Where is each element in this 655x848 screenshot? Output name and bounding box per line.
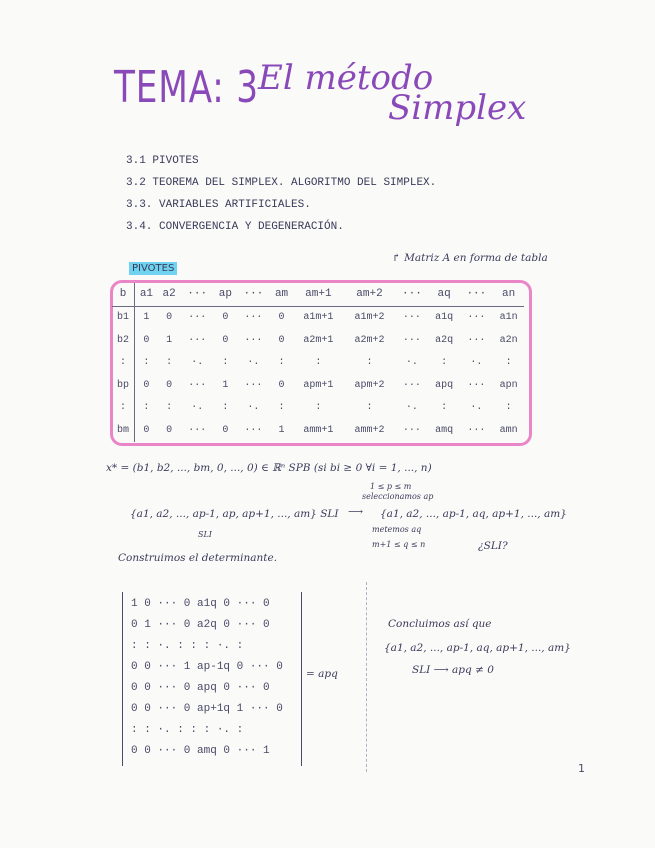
- pivot-row: [112, 306, 524, 329]
- pivot-cell: ·.: [405, 357, 418, 369]
- determinant-matrix: [122, 592, 302, 766]
- pivot-row: [112, 397, 524, 420]
- pivot-header-cell: an: [493, 283, 524, 306]
- determinant-row: 0 0 ··· 0 apq 0 ··· 0: [131, 682, 270, 694]
- pivot-cell: ·.: [470, 357, 483, 369]
- determinant-row: : : ·. : : : ·. :: [131, 640, 244, 652]
- basic-solution-line: x* = (b1, b2, ..., bm, 0, ..., 0) ∈ ℝⁿ SPB (si bi ≥ 0 ∀i = 1, ..., n): [106, 462, 432, 474]
- pivot-cell: 1: [278, 424, 285, 436]
- pivot-cell: bm: [112, 419, 135, 442]
- pivot-header-cell: ···: [395, 283, 429, 306]
- sli-label: SLI: [198, 530, 212, 539]
- pivot-cell: apm+2: [354, 379, 385, 391]
- pivot-cell: :: [366, 402, 373, 414]
- determinant-equals: = apq: [306, 668, 338, 680]
- sli-question: ¿SLI?: [478, 540, 508, 552]
- determinant-row: 0 0 ··· 1 ap-1q 0 ··· 0: [131, 661, 283, 673]
- pivot-cell: ···: [402, 379, 421, 391]
- pivot-cell: a1q: [435, 312, 454, 324]
- pivot-cell: 1: [166, 334, 173, 346]
- pivot-header-cell: ···: [180, 283, 214, 306]
- pivot-cell: apm+1: [303, 379, 334, 391]
- pivot-cell: ···: [402, 312, 421, 324]
- pivot-cell: 0: [222, 424, 229, 436]
- set-left: {a1, a2, ..., ap-1, ap, ap+1, ..., am} SLI: [130, 508, 339, 520]
- pivot-header-cell: ···: [459, 283, 493, 306]
- pivot-cell: ·.: [247, 402, 260, 414]
- pivot-row: [112, 352, 524, 375]
- q-condition: m+1 ≤ q ≤ n: [372, 540, 426, 549]
- pivot-cell: 0: [143, 379, 150, 391]
- determinant-row: 0 0 ··· 0 ap+1q 1 ··· 0: [131, 703, 283, 715]
- pivot-cell: a2q: [435, 334, 454, 346]
- title-subtitle-line2: Simplex: [388, 88, 527, 128]
- toc-item: 3.4. CONVERGENCIA Y DEGENERACIÓN.: [126, 221, 344, 233]
- determinant-row: : : ·. : : : ·. :: [131, 724, 244, 736]
- pivot-cell: amn: [499, 424, 518, 436]
- pivot-cell: a1m+1: [303, 312, 334, 324]
- pivot-cell: amm+2: [354, 424, 385, 436]
- pivot-cell: ···: [244, 424, 263, 436]
- pivot-cell: ·.: [470, 402, 483, 414]
- pivot-header-cell: am+2: [344, 283, 395, 306]
- pivot-cell: ·.: [191, 402, 204, 414]
- pivot-cell: :: [278, 357, 285, 369]
- pivot-cell: ···: [402, 424, 421, 436]
- pivot-cell: :: [222, 357, 229, 369]
- pivot-cell: ···: [188, 379, 207, 391]
- pivot-cell: 0: [166, 379, 173, 391]
- pivot-cell: apq: [435, 379, 454, 391]
- pivot-cell: ·.: [405, 402, 418, 414]
- pivot-cell: :: [505, 402, 512, 414]
- arrow: ⟶: [348, 506, 364, 518]
- pivot-header-cell: b: [112, 283, 135, 306]
- pivot-cell: a2n: [499, 334, 518, 346]
- pivot-cell: ···: [244, 334, 263, 346]
- pivot-cell: ···: [467, 379, 486, 391]
- pivot-cell: b1: [112, 306, 135, 329]
- pivot-cell: amm+1: [303, 424, 334, 436]
- pivot-cell: ·.: [247, 357, 260, 369]
- pivot-cell: 0: [278, 334, 285, 346]
- pivot-cell: ···: [244, 312, 263, 324]
- pivot-cell: a1n: [499, 312, 518, 324]
- pivot-cell: :: [143, 357, 150, 369]
- pivot-cell: ···: [467, 424, 486, 436]
- pivot-row: [112, 419, 524, 442]
- pivot-header-cell: a1: [135, 283, 158, 306]
- pivot-cell: :: [112, 352, 135, 375]
- pivot-cell: 0: [166, 312, 173, 324]
- pivot-cell: ···: [402, 334, 421, 346]
- page-title: TEMA: 3: [114, 62, 259, 113]
- select-ap-note: seleccionamos ap: [362, 492, 434, 501]
- pivot-cell: :: [222, 402, 229, 414]
- pivot-cell: a2m+1: [303, 334, 334, 346]
- column-divider: [366, 582, 367, 772]
- toc-item: 3.1 PIVOTES: [126, 155, 199, 167]
- pivot-cell: a2m+2: [354, 334, 385, 346]
- pivot-cell: a1m+2: [354, 312, 385, 324]
- pivot-cell: :: [143, 402, 150, 414]
- insert-aq-note: metemos aq: [372, 525, 422, 534]
- pivotes-highlight-label: PIVOTES: [129, 262, 177, 275]
- pivot-cell: :: [278, 402, 285, 414]
- determinant-row: 0 1 ··· 0 a2q 0 ··· 0: [131, 619, 270, 631]
- pivot-header-cell: ap: [214, 283, 236, 306]
- pivot-cell: :: [166, 402, 173, 414]
- pivot-cell: :: [505, 357, 512, 369]
- pivot-cell: ···: [467, 312, 486, 324]
- pivot-cell: :: [112, 397, 135, 420]
- pivot-cell: 0: [222, 312, 229, 324]
- pivot-cell: ···: [244, 379, 263, 391]
- construct-determinant: Construimos el determinante.: [118, 552, 278, 564]
- pivot-cell: bp: [112, 374, 135, 397]
- pivot-cell: amq: [435, 424, 454, 436]
- pivot-cell: 0: [166, 424, 173, 436]
- table-of-contents: [126, 150, 436, 238]
- toc-item: 3.3. VARIABLES ARTIFICIALES.: [126, 199, 311, 211]
- pivot-cell: b2: [112, 329, 135, 352]
- pivot-cell: :: [315, 357, 322, 369]
- pivot-cell: ···: [188, 334, 207, 346]
- pivot-cell: ·.: [191, 357, 204, 369]
- pivot-cell: apn: [499, 379, 518, 391]
- pivot-cell: :: [315, 402, 322, 414]
- pivot-header-cell: a2: [158, 283, 180, 306]
- pivot-header-cell: aq: [429, 283, 460, 306]
- determinant-row: 0 0 ··· 0 amq 0 ··· 1: [131, 745, 270, 757]
- p-condition: 1 ≤ p ≤ m: [370, 482, 412, 491]
- matrix-note: ↱ Matriz A en forma de tabla: [392, 252, 548, 264]
- conclusion-sli: SLI ⟶ apq ≠ 0: [412, 664, 494, 676]
- pivot-header-cell: am+1: [293, 283, 344, 306]
- pivot-cell: :: [166, 357, 173, 369]
- conclusion-text: Concluimos así que: [388, 618, 492, 630]
- pivot-row: [112, 374, 524, 397]
- conclusion-set: {a1, a2, ..., ap-1, aq, ap+1, ..., am}: [384, 642, 571, 654]
- pivot-cell: ···: [188, 312, 207, 324]
- pivot-cell: 0: [143, 424, 150, 436]
- pivot-cell: 0: [143, 334, 150, 346]
- pivot-header-cell: ···: [237, 283, 271, 306]
- pivot-cell: 0: [278, 379, 285, 391]
- pivot-cell: ···: [467, 334, 486, 346]
- title-subtitle-line1: El método: [258, 58, 434, 98]
- set-right: {a1, a2, ..., ap-1, aq, ap+1, ..., am}: [380, 508, 567, 520]
- pivot-cell: 0: [222, 334, 229, 346]
- pivot-cell: 1: [222, 379, 229, 391]
- pivot-header-cell: am: [270, 283, 292, 306]
- pivot-cell: 0: [278, 312, 285, 324]
- pivot-cell: :: [366, 357, 373, 369]
- pivot-cell: ···: [188, 424, 207, 436]
- determinant-row: 1 0 ··· 0 a1q 0 ··· 0: [131, 598, 270, 610]
- toc-item: 3.2 TEOREMA DEL SIMPLEX. ALGORITMO DEL SIMPLEX.: [126, 177, 437, 189]
- pivot-cell: 1: [143, 312, 150, 324]
- pivot-cell: :: [441, 357, 448, 369]
- pivot-row: [112, 329, 524, 352]
- pivot-table: [112, 283, 524, 442]
- page-number: 1: [578, 762, 585, 775]
- pivot-cell: :: [441, 402, 448, 414]
